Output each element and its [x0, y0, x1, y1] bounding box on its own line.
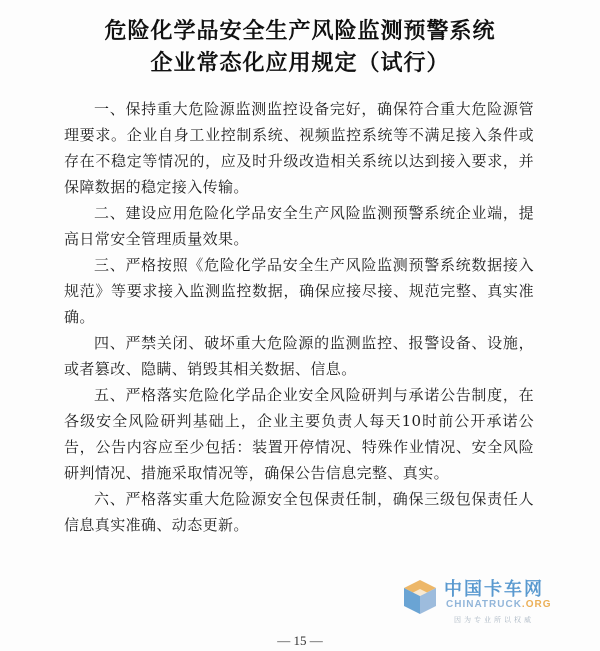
watermark-site-name-en — [446, 599, 551, 610]
chinatruck-cube-logo-icon — [400, 577, 440, 617]
paragraph-1: 一、保持重大危险源监测监控设备完好，确保符合重大危险源管理要求。企业自身工业控制系统、视频监控系统等不满足接入条件或存在不稳定等情况的，应及时升级改造相关系统以达到接入要求，并保障数据的稳定接入传输。 — [64, 100, 534, 196]
document-title-line1: 危险化学品安全生产风险监测预警系统 — [104, 19, 496, 44]
watermark-domain: .ORG — [521, 599, 552, 610]
document-title-line2: 企业常态化应用规定（试行） — [150, 51, 450, 76]
paragraph-4: 四、严禁关闭、破坏重大危险源的监测监控、报警设备、设施，或者篡改、隐瞒、销毁其相关数据、信息。 — [64, 334, 534, 378]
watermark-site-name: 中国卡车网 — [444, 579, 544, 600]
page-number: — 15 — — [277, 633, 323, 648]
paragraph-6: 六、严格落实重大危险源安全包保责任制，确保三级包保责任人信息真实准确、动态更新。 — [64, 490, 534, 534]
watermark-en-text: CHINATRUCK — [446, 599, 522, 610]
document-body — [64, 96, 534, 538]
watermark-slogan: 因为专业所以权威 — [454, 616, 534, 624]
site-watermark — [400, 575, 570, 629]
paragraph-5: 五、严格落实危险化学品企业安全风险研判与承诺公告制度，在各级安全风险研判基础上，企业主要负责人每天10时前公开承诺公告，公告内容应至少包括：装置开停情况、特殊作业情况、安全风险研判情况、措施采取情况等，确保公告信息完整、真实。 — [64, 386, 534, 482]
paragraph-2: 二、建设应用危险化学品安全生产风险监测预警系统企业端，提高日常安全管理质量效果。 — [64, 204, 534, 248]
paragraph-3: 三、严格按照《危险化学品安全生产风险监测预警系统数据接入规范》等要求接入监测监控数据，确保应接尽接、规范完整、真实准确。 — [64, 256, 534, 326]
